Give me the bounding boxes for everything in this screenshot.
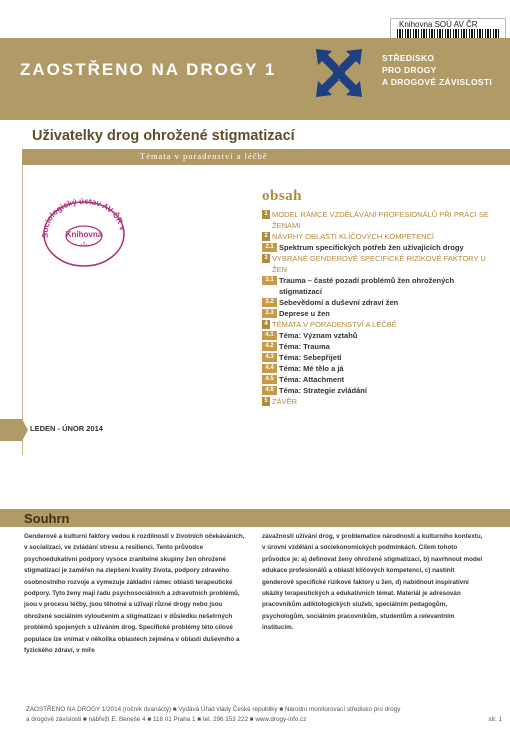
toc-item-number: 4.4 [262,364,277,373]
page-number: str. 1 [488,715,502,723]
toc-item-label: Deprese u žen [279,309,330,318]
toc-item [262,308,498,319]
footer [26,705,502,724]
stamp-text: Sociologický ústav AV ČR v [40,196,127,239]
toc-item-label: Trauma – časté pozadí problémů žen ohrožených stigmatizací [279,276,455,296]
stamp-mark: -1- [80,242,88,248]
toc-item-label: ZÁVĚR [272,397,298,406]
toc-item-label: VYBRANÉ GENDEROVĚ SPECIFICKÉ RIZIKOVÉ FAKTORY U ŽEN [272,254,486,274]
toc-item-label: MODEL RÁMCE VZDĚLÁVÁNÍ PROFESIONÁLŮ PŘI PRÁCI SE ŽENAMI [272,210,489,230]
toc-item-label: Téma: Trauma [279,342,330,351]
toc-item-number: 5 [262,397,270,406]
toc-item-label: Téma: Význam vztahů [279,331,358,340]
toc-item [262,275,498,297]
toc-item-label: Téma: Strategie zvládání [279,386,367,395]
toc-item [262,352,498,363]
toc-item [262,385,498,396]
toc-item-label: Spektrum specifických potřeb žen užívajících drogy [279,243,464,252]
summary-text-right: závažnosti užívání drog, v problematice národnosti a kulturního kontextu, v úrovni vzdělání a sociekonomických podmínkách. Cílem tohoto průvodce je: a) definovat ženy ohrožené stigmatizací, b) navrhnout model edukace profesionálů a oblastí klíčových kompetencí, c) nastínit genderově specifické rizikové faktory u žen, d) nabídnout inspirativní ukázky terapeutických a edukativních témat. Materiál je adresován pracovníkům adiktologických služeb, speciálním pedagogům, psychologům, sociálním pracovníkům, studentům a relevantním institucím. [262,533,483,632]
toc-item-number: 1 [262,210,270,219]
toc-title: obsah [262,188,303,204]
toc-item-number: 3.3 [262,309,277,318]
barcode-title: Knihovna SOÚ AV ČR [399,20,478,29]
toc-item-number: 3 [262,254,270,263]
toc-item [262,209,498,231]
toc-item-number: 4 [262,320,270,329]
issue-title: Uživatelky drog ohrožené stigmatizací [32,128,295,144]
stamp-center: Knihovna [65,230,103,239]
toc-item [262,253,498,275]
toc-item-number: 4.2 [262,342,277,351]
toc-item [262,341,498,352]
toc-item [262,363,498,374]
org-line-2: PRO DROGY [382,65,437,75]
footer-line-1: ZAOSTŘENO NA DROGY 1/2014 (ročník dvanáctý) ■ Vydává Úřad vlády České republiky ■ Národní monitorovací středisko pro drogy [26,706,401,713]
toc-item-label: Téma: Mé tělo a já [279,364,344,373]
toc-item-number: 2 [262,232,270,241]
toc-item-number: 4.6 [262,386,277,395]
org-line-1: STŘEDISKO [382,53,435,63]
toc-item-number: 4.1 [262,331,277,340]
toc-item [262,396,498,407]
summary-bar [0,509,510,527]
footer-line-2: a drogové závislosti ■ nábřeží E. Beneše 4 ■ 118 01 Praha 1 ■ tel. 296 153 222 ■ www.drogy-info.cz [26,715,307,723]
toc-item-label: TÉMATA V PORADENSTVÍ A LÉČBĚ [272,320,397,329]
cross-arrows-logo-icon [308,42,370,104]
toc-item [262,330,498,341]
library-stamp-icon [34,190,132,272]
toc-item-number: 3.2 [262,298,277,307]
left-column-rule [22,165,23,455]
toc-item-label: NÁVRHY OBLASTÍ KLÍČOVÝCH KOMPETENCÍ [272,232,434,241]
summary-heading: Souhrn [24,511,70,526]
summary-text-left: Genderové a kulturní faktory vedou k rozdílnosti v životních očekáváních, v socializaci, ve zvládání stresu a resilienci. Tento průvodce psychoedukativní podpory vysoce zranitelné skupiny žen ohrožené stigmatizací je zaměřen na zlepšení kvality života, podpory zdravého osobnostního rozvoje a vymezuje základní rámec oblasti terapeutické podpory. Tyto ženy mají řadu psychosociálních a zdravotních problémů, jsou v procesu léčby, jsou těhotné a užívají různé drogy nebo jsou ohrožené sociálním vyloučením a stigmatizací v důsledku nešetrných problémů spojených s užíváním drog. Specifické problémy této cílové populace lze vnímat v několika oblastech zejména v oblasti duševního a fyzického zdraví, v míře [24,533,245,655]
toc-item-number: 4.5 [262,375,277,384]
toc-item [262,319,498,330]
toc-item [262,231,498,242]
toc-item-label: Sebevědomí a duševní zdraví žen [279,298,399,307]
toc-item-number: 3.1 [262,276,277,285]
organization-name [382,52,492,88]
org-line-3: A DROGOVÉ ZÁVISLOSTI [382,77,493,87]
publication-title: ZAOSTŘENO NA DROGY 1 [20,60,277,79]
toc-item [262,374,498,385]
toc-item [262,242,498,253]
toc-item-number: 4.3 [262,353,277,362]
toc-item-label: Téma: Attachment [279,375,345,384]
table-of-contents [262,209,498,407]
issue-subtitle: Témata v poradenství a léčbě [140,151,268,161]
toc-item [262,297,498,308]
toc-item-number: 2.1 [262,243,277,252]
issue-date: LEDEN - ÚNOR 2014 [30,424,103,433]
toc-item-label: Téma: Sebepřijetí [279,353,342,362]
